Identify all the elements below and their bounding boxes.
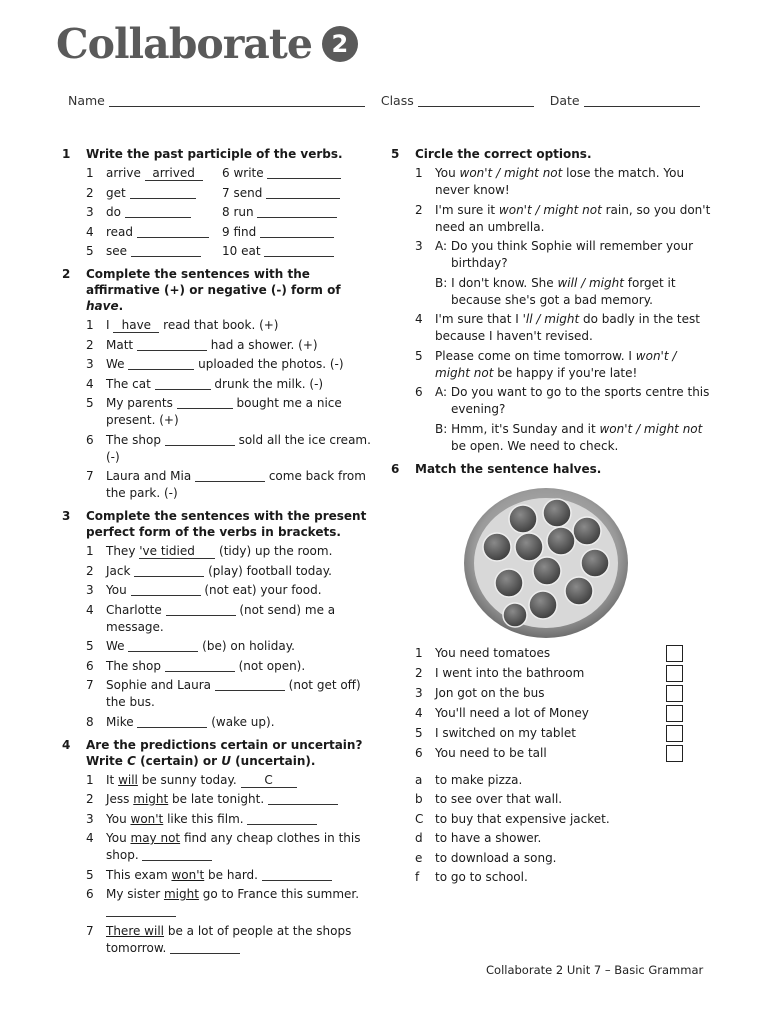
answer-box[interactable] (666, 745, 683, 762)
end-text: to go to school. (435, 870, 528, 884)
sentence-item: 4 Charlotte (not send) me a message. (62, 602, 380, 636)
prediction-item: 1 It will be sunny today. C (62, 772, 380, 789)
answer-blank[interactable] (166, 603, 236, 616)
item-number: 6 (86, 887, 94, 901)
item-number: 1 (86, 166, 94, 180)
exercise-number: 2 (62, 267, 71, 281)
circle-options[interactable]: 'll / might (522, 312, 580, 326)
sentence-item: 5 My parents bought me a nice present. (+) (62, 395, 380, 429)
item-number: 10 (222, 244, 238, 258)
match-end-item (391, 869, 711, 886)
exercise-instruction: Complete the sentences with the present perfect form of the verbs in brackets. (86, 509, 367, 539)
verb: send (233, 185, 263, 200)
exercise-heading (62, 266, 380, 314)
verb: arrive (106, 166, 141, 180)
item-number: 5 (415, 725, 423, 740)
class-label: Class (380, 93, 414, 108)
start-text: You'll need a lot of Money (435, 705, 589, 720)
logo-text: Collaborate (56, 19, 312, 68)
sentence-item: 1 I have read that book. (+) (62, 317, 380, 334)
sentence-item: 3 We uploaded the photos. (-) (62, 356, 380, 373)
answer-blank[interactable] (268, 792, 338, 805)
verb-item (222, 204, 372, 221)
answer-box[interactable] (666, 685, 683, 702)
item-number: 2 (415, 665, 423, 680)
item-number: 3 (86, 811, 94, 826)
answer-blank[interactable] (262, 868, 332, 881)
exercise-heading (62, 146, 380, 162)
answer-blank[interactable] (260, 225, 334, 238)
answer-blank[interactable] (267, 166, 341, 179)
option-item: 5 Please come on time tomorrow. I won't / might not be happy if you're late! (391, 348, 711, 382)
sentence-endings (391, 772, 711, 887)
item-letter: a (415, 772, 423, 787)
circle-options[interactable]: will / might (557, 275, 624, 290)
answer-blank[interactable] (165, 433, 235, 446)
verb-item (222, 165, 372, 182)
item-letter: d (415, 831, 423, 845)
exercise-2 (62, 266, 380, 502)
start-text: Jon got on the bus (435, 685, 545, 700)
answer-blank[interactable] (137, 338, 207, 351)
left-column (62, 146, 380, 963)
exercise-number: 4 (62, 737, 71, 752)
item-number: 4 (415, 312, 423, 326)
item-number: 7 (86, 469, 94, 483)
sentence-item: 1 They 've tidied (tidy) up the room. (62, 543, 380, 560)
verb: find (233, 224, 257, 239)
end-text: to have a shower. (435, 831, 542, 845)
answer-blank[interactable] (215, 678, 285, 691)
exercise-heading (62, 737, 380, 769)
exercise-heading (391, 146, 711, 162)
item-number: 2 (86, 792, 94, 806)
dialogue-line: A: Do you think Sophie will remember your birthday? (435, 239, 694, 270)
start-text: I switched on my tablet (435, 725, 576, 740)
exercise-3 (62, 508, 380, 731)
item-number: 2 (86, 185, 94, 200)
item-number: 3 (86, 583, 94, 597)
verb: run (233, 205, 254, 219)
item-number: 5 (415, 348, 423, 363)
dialogue-line: A: Do you want to go to the sports centre this evening? (435, 385, 710, 416)
answer-blank[interactable] (130, 186, 196, 199)
item-number: 4 (86, 224, 94, 239)
item-number: 5 (86, 244, 94, 258)
start-text: You need to be tall (435, 745, 547, 760)
circle-options[interactable]: won't / might not (498, 202, 602, 217)
item-number: 4 (86, 602, 94, 617)
sentence-item: 8 Mike (wake up). (62, 714, 380, 731)
item-number: 6 (415, 745, 423, 760)
student-info-fields (68, 93, 708, 108)
item-number: 3 (415, 239, 423, 253)
exercise-instruction: Are the predictions certain or uncertain? Write C (certain) or U (uncertain). (86, 737, 363, 768)
start-text: I went into the bathroom (435, 665, 585, 680)
answer-blank[interactable] (128, 357, 194, 370)
option-item: 1 You won't / might not lose the match. You never know! (391, 165, 711, 199)
exercise-5 (391, 146, 711, 455)
answer-blank[interactable] (137, 225, 209, 238)
verb-item (62, 204, 222, 221)
class-line[interactable] (418, 106, 534, 107)
answer-blank[interactable] (195, 469, 265, 482)
answer-blank[interactable] (177, 396, 233, 409)
item-number: 6 (222, 166, 230, 180)
verb-item (62, 243, 222, 260)
match-start-item (391, 725, 711, 742)
option-item: B: Hmm, it's Sunday and it won't / might not be open. We need to check. (435, 421, 703, 453)
sentence-item: 2 Jack (play) football today. (62, 563, 380, 580)
start-text: You need tomatoes (435, 645, 551, 660)
exercise-instruction: Write the past participle of the verbs. (86, 147, 343, 161)
match-end-item (391, 791, 711, 808)
exercise-instruction: Circle the correct options. (415, 147, 592, 161)
verb: read (106, 224, 134, 239)
item-number: 7 (86, 923, 94, 938)
answer-blank[interactable]: arrived (145, 166, 203, 181)
name-field[interactable] (68, 93, 365, 108)
item-number: 2 (86, 337, 94, 352)
exercise-number: 5 (391, 147, 400, 161)
verb-item (222, 224, 372, 241)
exercise-heading (391, 461, 711, 477)
item-letter: C (415, 811, 424, 826)
date-label: Date (549, 93, 580, 108)
answer-blank[interactable]: C (241, 773, 297, 788)
answer-blank[interactable] (128, 639, 198, 652)
match-end-item (391, 772, 711, 789)
circle-options[interactable]: won't / might not (459, 166, 563, 180)
date-field[interactable] (550, 93, 700, 108)
option-item (391, 238, 711, 272)
item-number: 3 (86, 357, 94, 371)
pizza-image (463, 487, 629, 639)
sentence-item: 7 Laura and Mia come back from the park. (-) (62, 468, 380, 502)
item-number: 4 (415, 705, 423, 720)
answer-blank[interactable]: 've tidied (139, 544, 215, 559)
logo (56, 18, 358, 70)
exercise-4 (62, 737, 380, 957)
verb-item (62, 165, 222, 182)
option-item: 4 I'm sure that I 'll / might do badly in the test because I haven't revised. (391, 311, 711, 345)
sentence-item: 4 The cat drunk the milk. (-) (62, 376, 380, 393)
item-number: 8 (86, 714, 94, 729)
item-number: 1 (86, 544, 94, 558)
circle-options[interactable]: won't / might not (599, 421, 703, 436)
option-item (391, 384, 711, 418)
answer-blank[interactable]: have (113, 318, 159, 333)
item-number: 1 (415, 645, 423, 660)
match-start-item (391, 685, 711, 702)
exercise-instruction: Complete the sentences with the affirmative (+) or negative (-) form of have. (86, 267, 341, 313)
item-letter: e (415, 850, 423, 865)
verb-grid (62, 165, 380, 260)
name-line[interactable] (109, 106, 365, 107)
match-end-item (391, 850, 711, 867)
verb: see (106, 244, 128, 258)
sentence-starts (391, 645, 711, 762)
answer-blank[interactable] (106, 904, 176, 917)
item-number: 5 (86, 867, 94, 882)
end-text: to make pizza. (435, 772, 523, 787)
answer-blank[interactable] (264, 244, 334, 257)
item-number: 1 (86, 318, 94, 332)
right-column (391, 146, 711, 892)
item-number: 3 (86, 205, 94, 219)
item-number: 1 (86, 772, 94, 787)
verb: do (106, 205, 121, 219)
answer-blank[interactable] (165, 659, 235, 672)
answer-blank[interactable] (131, 244, 201, 257)
item-number: 2 (415, 202, 423, 217)
answer-blank[interactable] (131, 583, 201, 596)
verb-item (62, 224, 222, 241)
item-number: 3 (415, 685, 423, 700)
match-start-item (391, 745, 711, 762)
sentence-item: 7 Sophie and Laura (not get off) the bus. (62, 677, 380, 711)
class-field[interactable] (381, 93, 534, 108)
end-text: to buy that expensive jacket. (435, 811, 610, 826)
verb-item (222, 185, 372, 202)
match-end-item (391, 811, 711, 828)
answer-blank[interactable] (247, 812, 317, 825)
prediction-item: 5 This exam won't be hard. (62, 867, 380, 884)
item-number: 8 (222, 205, 230, 219)
page-footer: Collaborate 2 Unit 7 – Basic Grammar (486, 963, 704, 977)
verb-item (222, 243, 372, 260)
match-start-item (391, 665, 711, 682)
item-number: 5 (86, 639, 94, 653)
answer-blank[interactable] (266, 186, 340, 199)
item-number: 9 (222, 224, 230, 239)
level-badge: 2 (322, 26, 358, 62)
item-number: 6 (415, 385, 423, 399)
prediction-item: 7 There will be a lot of people at the shops tomorrow. (62, 923, 380, 957)
verb: eat (241, 244, 261, 258)
name-label: Name (68, 93, 105, 108)
exercise-number: 3 (62, 509, 71, 523)
answer-blank[interactable] (257, 205, 337, 218)
item-number: 6 (86, 432, 94, 447)
sentence-item: 6 The shop sold all the ice cream. (-) (62, 432, 380, 466)
exercise-number: 1 (62, 147, 71, 161)
answer-blank[interactable] (155, 377, 211, 390)
answer-box[interactable] (666, 705, 683, 722)
answer-blank[interactable] (134, 564, 204, 577)
verb: write (233, 166, 264, 180)
end-text: to see over that wall. (435, 792, 563, 806)
item-number: 6 (86, 658, 94, 673)
option-item: B: I don't know. She will / might forget it because she's got a bad memory. (435, 275, 676, 307)
prediction-item: 3 You won't like this film. (62, 811, 380, 828)
item-number: 5 (86, 396, 94, 410)
sentence-item: 3 You (not eat) your food. (62, 582, 380, 599)
answer-blank[interactable] (125, 205, 191, 218)
sentence-item: 6 The shop (not open). (62, 658, 380, 675)
answer-blank[interactable] (170, 941, 240, 954)
exercise-heading (62, 508, 380, 540)
item-number: 7 (222, 185, 230, 200)
item-letter: b (415, 792, 423, 806)
item-number: 1 (415, 166, 423, 180)
exercise-number: 6 (391, 461, 400, 476)
item-number: 4 (86, 376, 94, 391)
match-end-item (391, 830, 711, 847)
item-number: 2 (86, 563, 94, 578)
prediction-item: 4 You may not find any cheap clothes in this shop. (62, 830, 380, 864)
item-number: 4 (86, 831, 94, 845)
answer-blank[interactable] (137, 715, 207, 728)
end-text: to download a song. (435, 850, 557, 865)
item-number: 7 (86, 678, 94, 692)
sentence-item: 2 Matt had a shower. (+) (62, 337, 380, 354)
answer-box[interactable] (666, 665, 683, 682)
match-start-item (391, 645, 711, 662)
verb: get (106, 185, 126, 200)
answer-box[interactable] (666, 645, 683, 662)
option-item: 2 I'm sure it won't / might not rain, so you don't need an umbrella. (391, 202, 711, 236)
sentence-item: 5 We (be) on holiday. (62, 638, 380, 655)
date-line[interactable] (584, 106, 700, 107)
circle-options[interactable]: won't / might not (435, 348, 677, 380)
prediction-item: 2 Jess might be late tonight. (62, 791, 380, 808)
answer-blank[interactable] (142, 848, 212, 861)
prediction-item: 6 My sister might go to France this summer. (62, 886, 380, 920)
exercise-1 (62, 146, 380, 260)
answer-box[interactable] (666, 725, 683, 742)
match-start-item (391, 705, 711, 722)
exercise-instruction: Match the sentence halves. (415, 461, 602, 476)
exercise-6 (391, 461, 711, 887)
item-letter: f (415, 870, 420, 884)
verb-item (62, 185, 222, 202)
